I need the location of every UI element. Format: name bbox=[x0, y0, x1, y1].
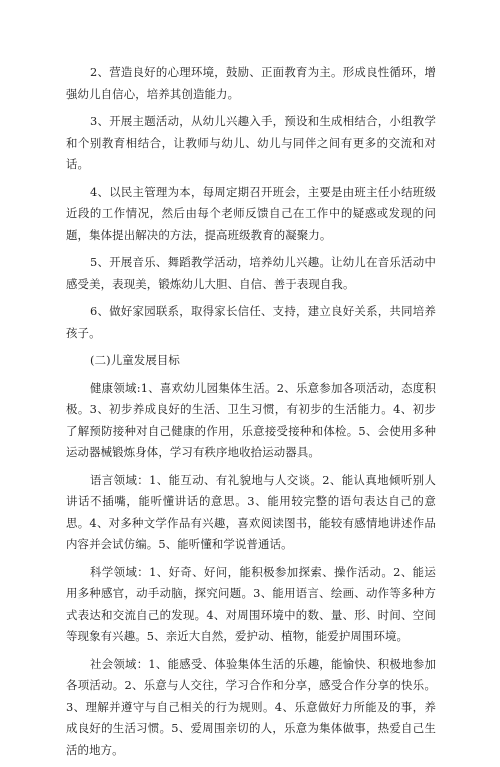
paragraph-item-6: 6、做好家园联系，取得家长信任、支持，建立良好关系，共同培养孩子。 bbox=[66, 304, 436, 340]
domain-social: 社会领域：1、能感受、体验集体生活的乐趣，能愉快、积极地参加各项活动。2、乐意与人交往，学习合作和分享，感受合作分享的快乐。3、理解并遵守与自己相关的行为规则。4、乐意做好力所能及的事，养成良好的生活习惯。5、爱周围亲切的人，乐意为集体做事，热爱自己生活的地方。 bbox=[66, 656, 436, 757]
document-body bbox=[66, 62, 436, 767]
paragraph-item-3: 3、开展主题活动，从幼儿兴趣入手，预设和生成相结合，小组教学和个别教育相结合，让教师与幼儿、幼儿与同伴之间有更多的交流和对话。 bbox=[66, 114, 436, 171]
domain-language: 语言领域：1、能互动、有礼貌地与人交谈。2、能认真地倾听别人讲话不插嘴，能听懂讲话的意思。3、能用较完整的语句表达自己的意思。4、对多种文学作品有兴趣，喜欢阅读图书，能较有感情地讲述作品内容并会试仿编。5、能听懂和学说普通话。 bbox=[66, 472, 436, 551]
domain-health: 健康领域:1、喜欢幼儿园集体生活。2、乐意参加各项活动，态度积极。3、初步养成良好的生活、卫生习惯，有初步的生活能力。4、初步了解预防接种对自己健康的作用，乐意接受接种和体检。5、会使用多种运动器械锻炼身体，学习有秩序地收拾运动器具。 bbox=[66, 380, 436, 459]
domain-science: 科学领域：1、好奇、好问，能积极参加探索、操作活动。2、能运用多种感官，动手动脑，探究问题。3、能用语言、绘画、动作等多种方式表达和交流自己的发现。4、对周围环境中的数、量、形、时间、空间等现象有兴趣。5、亲近大自然，爱护动、植物，能爱护周围环境。 bbox=[66, 564, 436, 643]
section-heading: (二)儿童发展目标 bbox=[90, 353, 180, 367]
paragraph-item-2: 2、营造良好的心理环境，鼓励、正面教育为主。形成良性循环，增强幼儿自信心，培养其创造能力。 bbox=[66, 65, 436, 101]
paragraph-item-5: 5、开展音乐、舞蹈教学活动，培养幼儿兴趣。让幼儿在音乐活动中感受美，表现美，锻炼幼儿大胆、自信、善于表现自我。 bbox=[66, 255, 436, 291]
paragraph-item-4: 4、以民主管理为本，每周定期召开班会，主要是由班主任小结班级近段的工作情况，然后由每个老师反馈自己在工作中的疑惑或发现的问题，集体提出解决的方法，提高班级教育的凝聚力。 bbox=[66, 184, 436, 242]
